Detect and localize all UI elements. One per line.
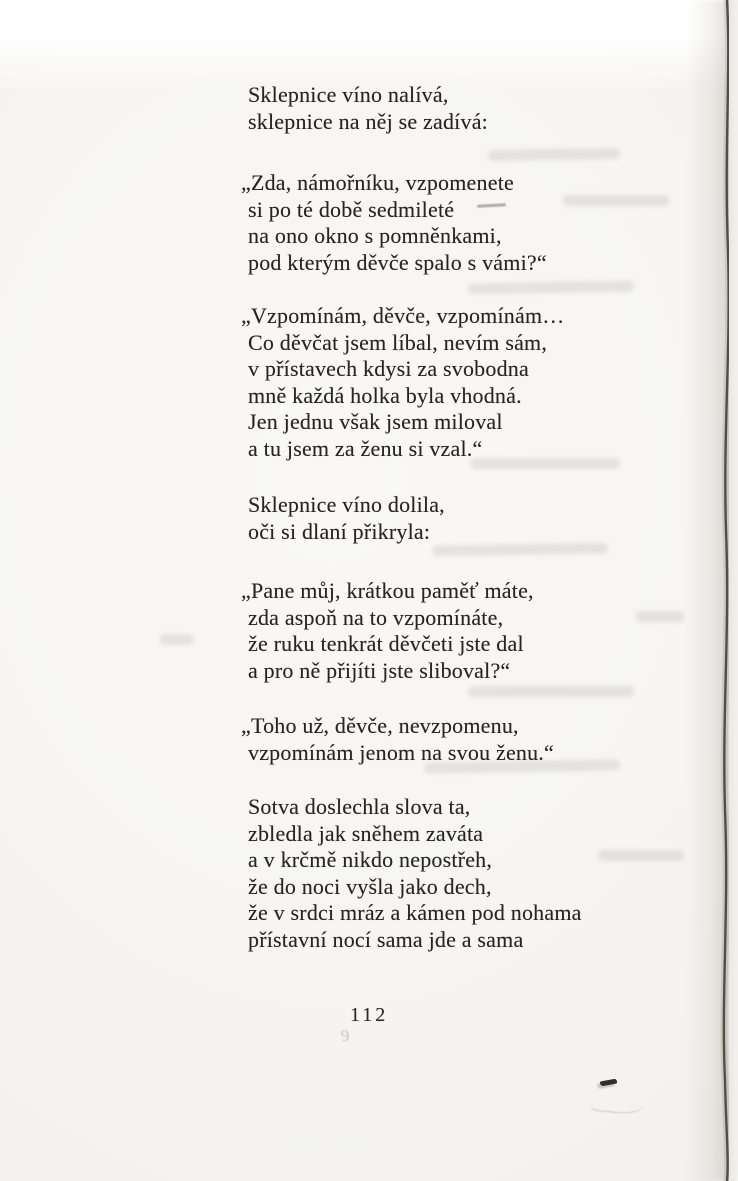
show-through-smudge bbox=[432, 542, 608, 556]
poem-line: že ruku tenkrát děvčeti jste dal bbox=[248, 631, 524, 657]
poem-line: zbledla jak sněhem zaváta bbox=[248, 820, 484, 846]
poem-stanza bbox=[241, 170, 547, 276]
show-through-smudge bbox=[488, 148, 620, 161]
poem-line: v přístavech kdysi za svobodna bbox=[248, 356, 529, 382]
poem-line: „Zda, námořníku, vzpomenete bbox=[241, 170, 514, 195]
paper-scratch bbox=[589, 1087, 646, 1116]
poem-line: že v srdci mráz a kámen pod nohama bbox=[248, 900, 582, 926]
poem-line: že do noci vyšla jako dech, bbox=[248, 873, 492, 899]
scan-margin-strip bbox=[729, 0, 738, 1181]
poem-line: sklepnice na něj se zadívá: bbox=[248, 108, 488, 134]
poem-line: mně každá holka byla vhodná. bbox=[248, 382, 522, 408]
poem-line: Co děvčat jsem líbal, nevím sám, bbox=[248, 329, 548, 355]
poem-line: Jen jednu však jsem miloval bbox=[248, 409, 503, 435]
poem-line: přístavní nocí sama jde a sama bbox=[248, 926, 524, 952]
poem-line: zda aspoň na to vzpomínáte, bbox=[248, 604, 504, 630]
poem-line: na ono okno s pomněnkami, bbox=[248, 223, 502, 249]
poem-line: Sklepnice víno dolila, bbox=[248, 492, 445, 517]
poem-line: vzpomínám jenom na svou ženu.“ bbox=[248, 739, 554, 765]
show-through-smudge bbox=[636, 611, 684, 622]
poem-stanza bbox=[248, 794, 582, 954]
ink-blot bbox=[600, 1079, 618, 1087]
show-through-smudge bbox=[563, 195, 669, 206]
poem-line: „Pane můj, krátkou paměť máte, bbox=[241, 578, 534, 603]
poem-line: si po té době sedmileté bbox=[248, 196, 455, 222]
show-through-smudge bbox=[160, 634, 194, 645]
poem-line: a pro ně přijíti jste sliboval?“ bbox=[248, 657, 511, 683]
poem-line: a v krčmě nikdo nepostřeh, bbox=[248, 847, 493, 873]
page-number: 112 bbox=[350, 1004, 389, 1026]
poem-line: „Toho už, děvče, nevzpomenu, bbox=[241, 713, 519, 738]
poem-line: „Vzpomínám, děvče, vzpomínám… bbox=[241, 303, 565, 328]
poem-stanza bbox=[241, 303, 565, 463]
poem-line: a tu jsem za ženu si vzal.“ bbox=[248, 435, 483, 461]
poem-line: Sotva doslechla slova ta, bbox=[248, 794, 471, 819]
poem-stanza bbox=[241, 713, 554, 766]
poem-line: Sklepnice víno nalívá, bbox=[248, 82, 449, 107]
poem-stanza bbox=[248, 82, 488, 135]
handwritten-pencil-mark: 9 bbox=[339, 1025, 351, 1046]
poem-stanza bbox=[241, 578, 534, 684]
poem-line: oči si dlaní přikryla: bbox=[248, 518, 431, 544]
poem-line: pod kterým děvče spalo s vámi?“ bbox=[248, 249, 547, 275]
poem-stanza bbox=[248, 492, 445, 545]
show-through-smudge bbox=[598, 850, 684, 861]
show-through-smudge bbox=[468, 281, 634, 295]
show-through-smudge bbox=[468, 686, 634, 697]
